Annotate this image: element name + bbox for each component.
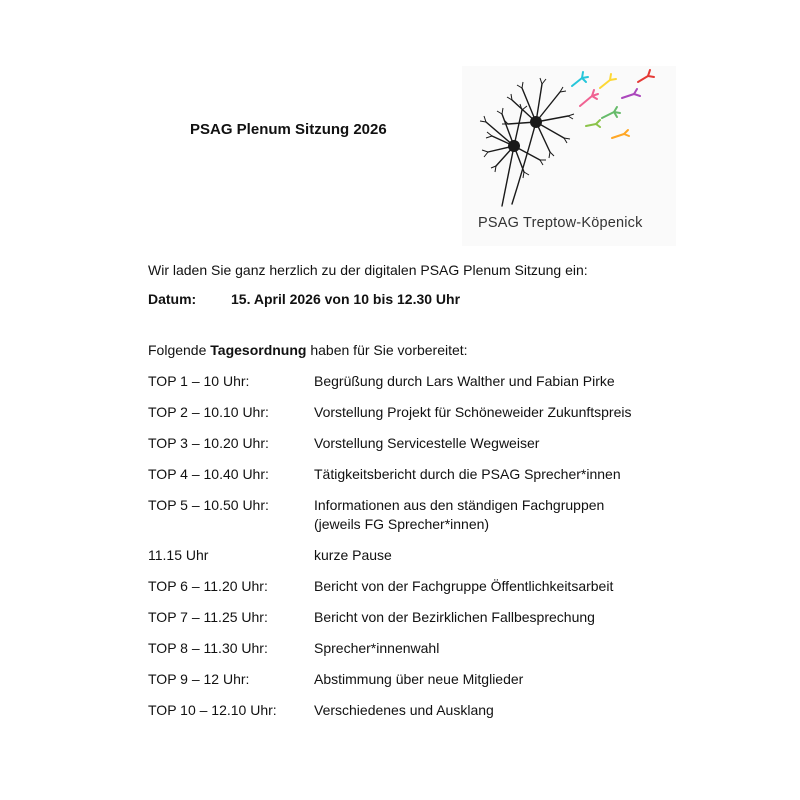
agenda-intro-bold: Tagesordnung [210, 342, 307, 358]
agenda-item [148, 465, 708, 484]
agenda-time: TOP 2 – 10.10 Uhr: [148, 404, 269, 420]
agenda-time: 11.15 Uhr [148, 547, 209, 563]
agenda-item [148, 701, 708, 720]
date-label: Datum: [148, 291, 197, 307]
agenda-intro-before: Folgende [148, 342, 211, 358]
agenda-item [148, 639, 708, 658]
agenda-desc: Begrüßung durch Lars Walther und Fabian Pirke [314, 373, 615, 389]
agenda-desc: Vorstellung Servicestelle Wegweiser [314, 435, 540, 451]
agenda-time: TOP 5 – 10.50 Uhr: [148, 497, 269, 513]
agenda-intro [148, 342, 468, 358]
invitation-text: Wir laden Sie ganz herzlich zu der digitalen PSAG Plenum Sitzung ein: [148, 262, 588, 278]
logo-text: PSAG Treptow-Köpenick [478, 215, 643, 231]
agenda-time: TOP 10 – 12.10 Uhr: [148, 702, 277, 718]
agenda-item [148, 496, 708, 534]
agenda-time: TOP 3 – 10.20 Uhr: [148, 435, 269, 451]
agenda-item [148, 670, 708, 689]
agenda-item [148, 546, 708, 565]
agenda-time: TOP 8 – 11.30 Uhr: [148, 640, 268, 656]
agenda-intro-after: haben für Sie vorbereitet: [306, 342, 468, 358]
agenda-desc: Bericht von der Fachgruppe Öffentlichkeitsarbeit [314, 578, 614, 594]
agenda-item [148, 403, 708, 422]
agenda-time: TOP 9 – 12 Uhr: [148, 671, 250, 687]
agenda-desc: Abstimmung über neue Mitglieder [314, 671, 524, 687]
agenda-desc: kurze Pause [314, 547, 392, 563]
agenda-item [148, 577, 708, 596]
agenda-item [148, 608, 708, 627]
page-title: PSAG Plenum Sitzung 2026 [190, 121, 387, 138]
agenda-desc: Sprecher*innenwahl [314, 640, 440, 656]
agenda-time: TOP 6 – 11.20 Uhr: [148, 578, 268, 594]
date-row [148, 291, 460, 307]
agenda-time: TOP 4 – 10.40 Uhr: [148, 466, 269, 482]
agenda-desc [314, 496, 708, 534]
agenda-desc: Vorstellung Projekt für Schöneweider Zukunftspreis [314, 404, 632, 420]
agenda-desc-main: Informationen aus den ständigen Fachgruppen [314, 497, 605, 513]
agenda-desc-sub: (jeweils FG Sprecher*innen) [314, 516, 490, 532]
agenda-time: TOP 7 – 11.25 Uhr: [148, 609, 268, 625]
date-value: 15. April 2026 von 10 bis 12.30 Uhr [231, 291, 461, 307]
agenda-item [148, 372, 708, 391]
dandelion-icon [462, 66, 676, 216]
agenda-desc: Verschiedenes und Ausklang [314, 702, 494, 718]
agenda-list [148, 372, 708, 732]
agenda-desc: Tätigkeitsbericht durch die PSAG Sprecher*innen [314, 466, 621, 482]
agenda-item [148, 434, 708, 453]
agenda-desc: Bericht von der Bezirklichen Fallbesprechung [314, 609, 595, 625]
psag-logo [462, 66, 676, 246]
agenda-time: TOP 1 – 10 Uhr: [148, 373, 250, 389]
